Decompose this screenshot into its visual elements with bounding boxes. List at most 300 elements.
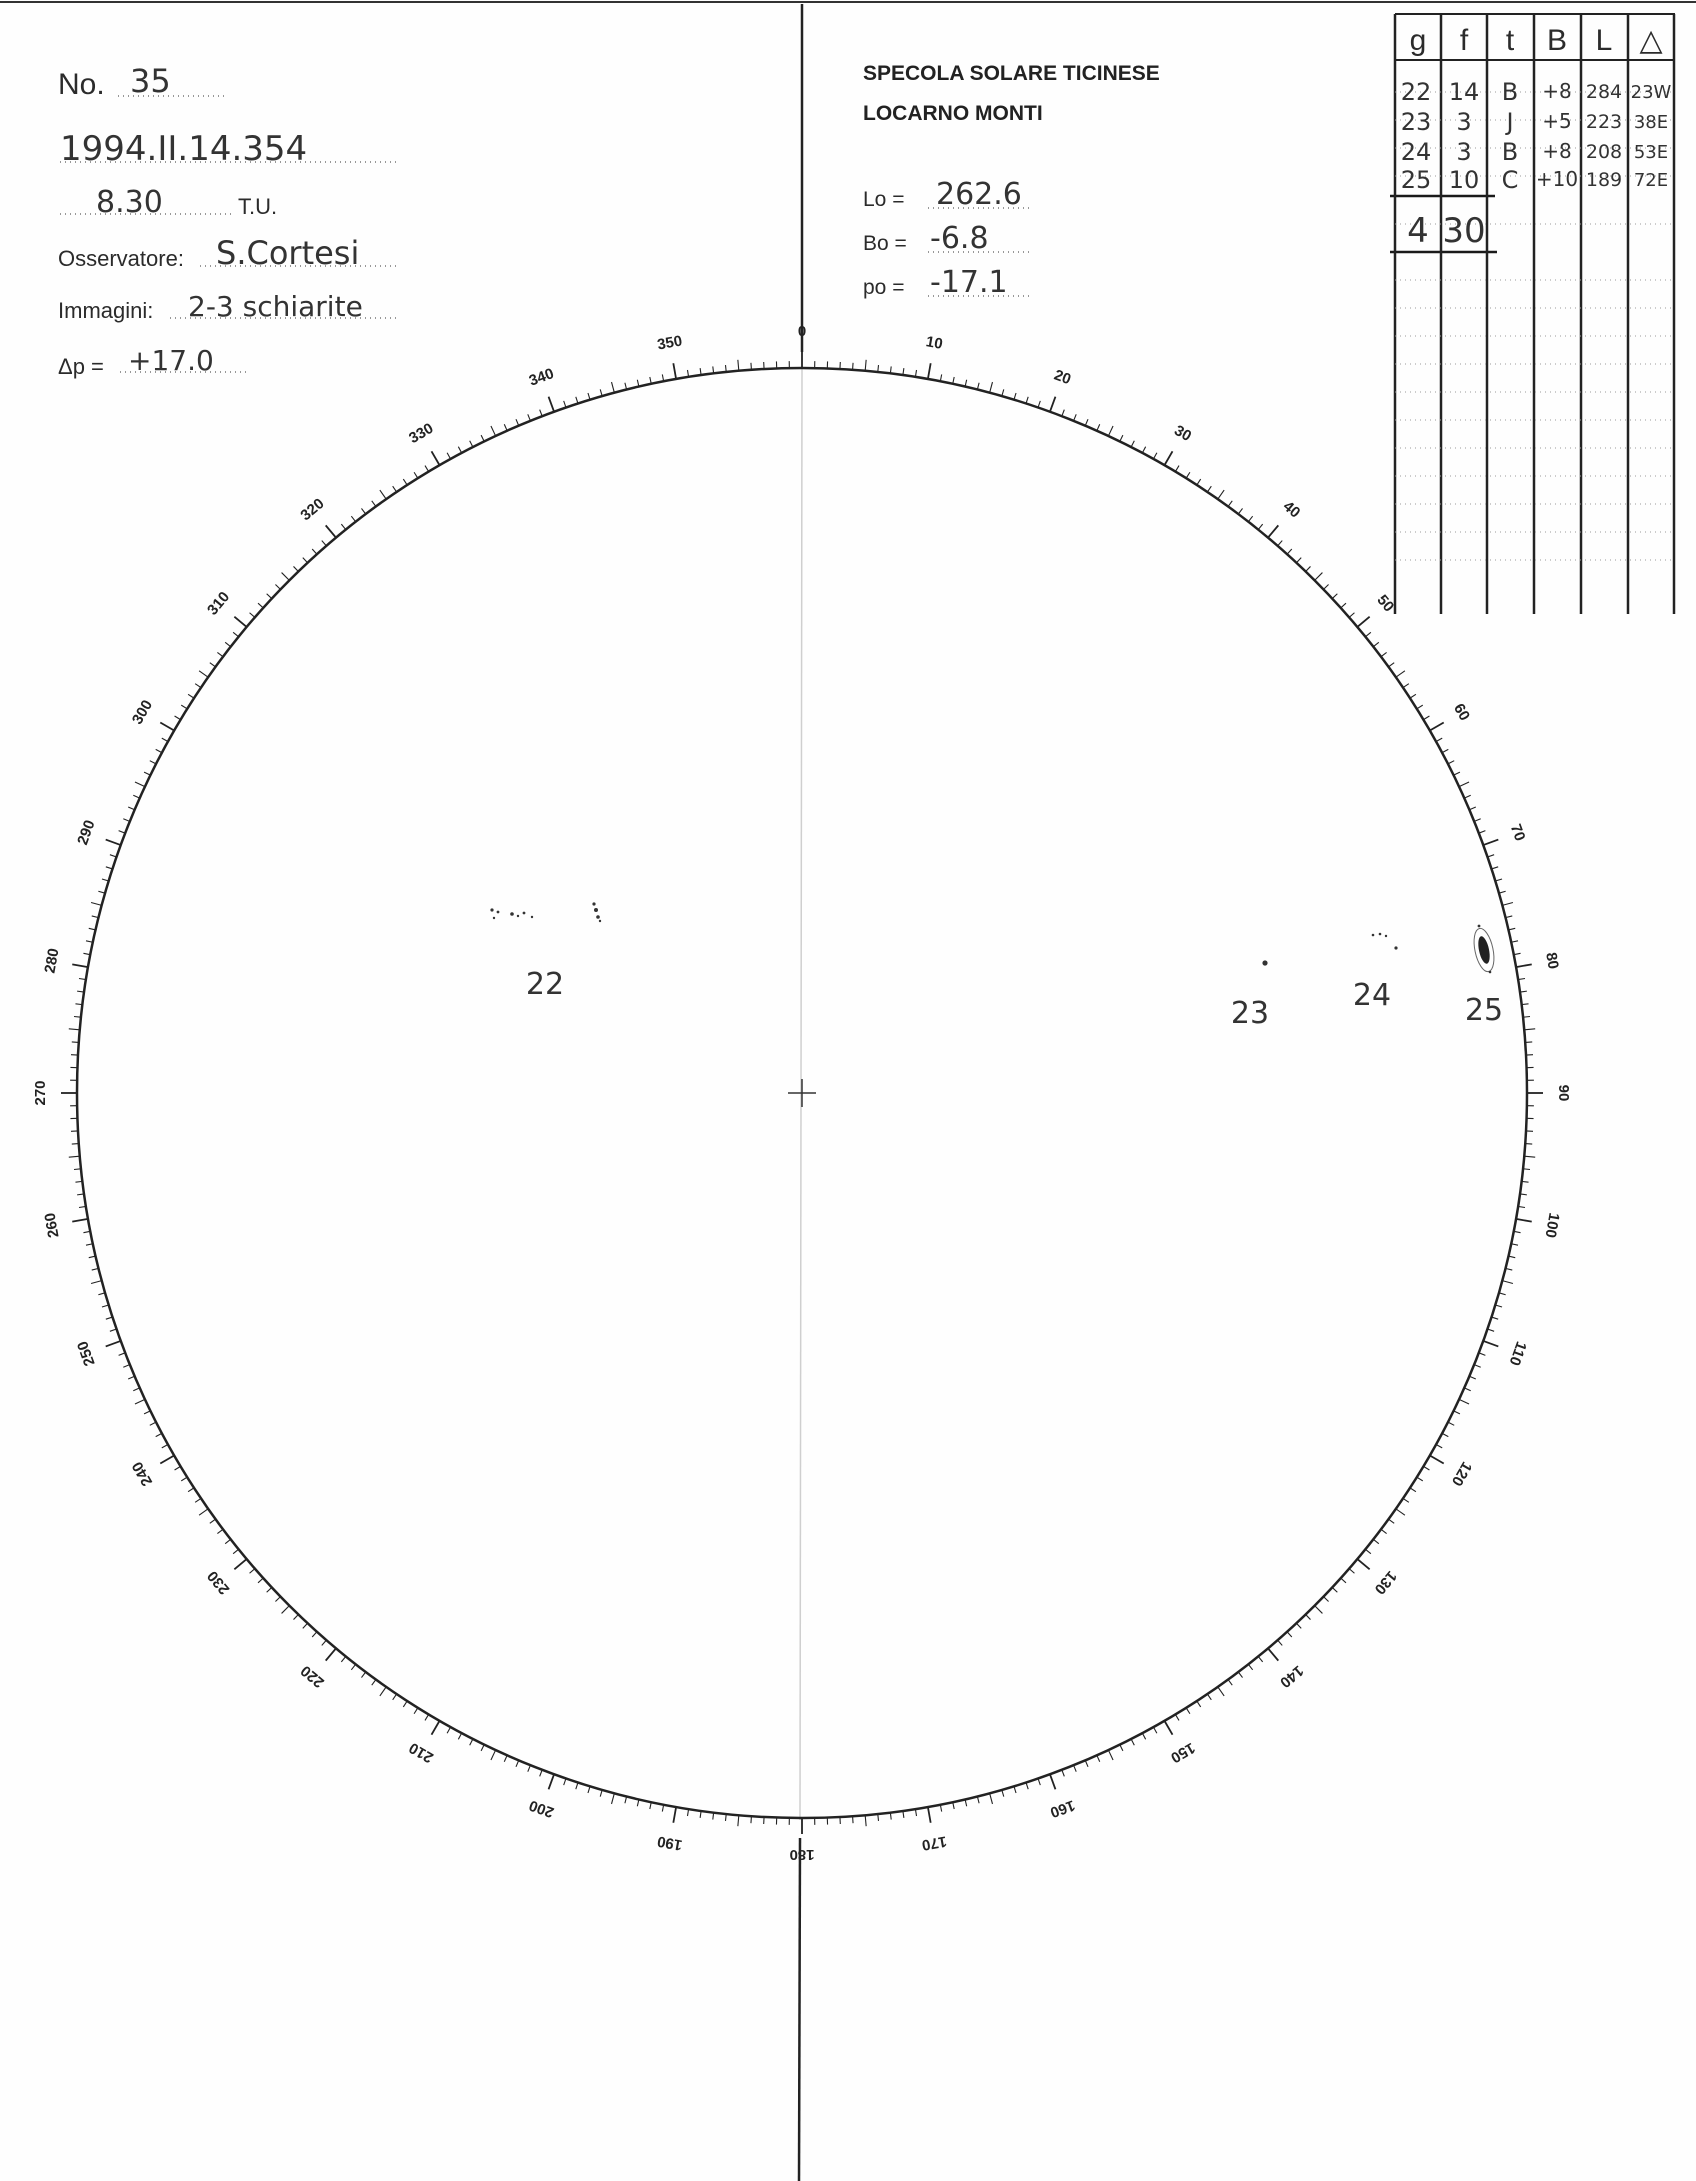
scale-tick [725, 1814, 726, 1821]
scale-tick [1074, 1765, 1077, 1771]
scale-label: 20 [1051, 366, 1074, 389]
scale-label: 50 [1373, 591, 1398, 616]
scale-label: 160 [1047, 1796, 1078, 1821]
scale-tick [199, 671, 208, 677]
scale-tick [150, 1422, 156, 1425]
scale-tick [123, 1365, 129, 1368]
scale-tick [393, 486, 397, 492]
scale-tick [1306, 566, 1311, 571]
scale-tick [181, 1477, 187, 1481]
scale-tick [160, 723, 174, 731]
scale-tick [1228, 501, 1232, 507]
scale-tick [1120, 435, 1123, 441]
scale-tick [258, 1578, 263, 1583]
scale-tick [650, 377, 651, 384]
scale-tick [1175, 466, 1179, 472]
scale-tick [1448, 1422, 1454, 1425]
scale-tick [990, 382, 993, 393]
scale-tick [1479, 831, 1486, 834]
scale-tick [1248, 516, 1252, 522]
scale-label: 110 [1505, 1339, 1530, 1368]
scale-tick [432, 1721, 440, 1735]
scale-tick [516, 1760, 519, 1766]
scale-tick [1038, 1779, 1040, 1786]
scale-tick [1108, 426, 1113, 436]
scale-tick [1120, 1745, 1123, 1751]
scale-tick [225, 642, 231, 646]
scale-tick [1306, 1615, 1311, 1620]
scale-tick [1207, 486, 1211, 492]
scale-label: 220 [297, 1661, 328, 1691]
scale-label: 0 [797, 322, 807, 340]
scale-tick [1218, 1687, 1224, 1696]
cell-spots: 3 [1456, 138, 1472, 166]
scale-tick [414, 1708, 418, 1714]
scale-tick [1454, 772, 1460, 775]
scale-tick [1492, 1317, 1499, 1319]
scale-tick [393, 1694, 397, 1700]
scale-tick [156, 1433, 162, 1436]
col-header-delta: △ [1639, 24, 1663, 57]
scale-tick [106, 1317, 113, 1319]
cell-group: 23 [1400, 108, 1432, 136]
scale-tick [414, 472, 418, 478]
scale-tick [282, 573, 290, 581]
scale-tick [110, 1329, 117, 1331]
scale-label: 310 [204, 588, 234, 619]
scale-label: 80 [1542, 951, 1562, 971]
scale-label: 170 [920, 1832, 949, 1854]
scale-label: 230 [204, 1567, 234, 1598]
scale-tick [1324, 1597, 1329, 1602]
scale-tick [878, 1814, 879, 1821]
cell-longitude: 223 [1585, 111, 1623, 133]
scale-label: 130 [1370, 1567, 1400, 1598]
scale-tick [1074, 414, 1077, 420]
meridian-line-bottom [799, 1838, 800, 2181]
scale-tick [1014, 1786, 1016, 1793]
scale-tick [1502, 903, 1513, 906]
scale-tick [175, 1466, 181, 1470]
b0-value: -6.8 [930, 221, 989, 256]
group-label: 24 [1352, 978, 1392, 1013]
scale-tick [135, 1399, 145, 1404]
scale-tick [1062, 1770, 1065, 1777]
scale-label: 240 [128, 1458, 157, 1489]
scale-tick [275, 585, 280, 590]
scale-tick [156, 749, 162, 752]
scale-tick [1417, 1477, 1423, 1481]
scale-tick [72, 964, 88, 967]
number-label: No. [58, 68, 105, 101]
scale-tick [481, 435, 484, 441]
scale-tick [217, 652, 223, 656]
cell-type: C [1501, 166, 1519, 194]
scale-tick [447, 1727, 450, 1733]
cell-latitude: +5 [1542, 109, 1572, 133]
scale-label: 30 [1171, 421, 1195, 446]
scale-tick [1373, 642, 1379, 646]
observation-date: 1994.II.14.354 [60, 129, 308, 169]
scale-tick [195, 1498, 201, 1502]
scale-label: 60 [1449, 700, 1474, 724]
scale-label: 270 [31, 1080, 49, 1106]
scale-tick [481, 1745, 484, 1751]
scale-tick [195, 684, 201, 688]
scale-tick [1508, 928, 1515, 930]
scale-tick [1511, 941, 1518, 942]
scale-tick [1502, 1281, 1513, 1284]
scale-tick [540, 410, 543, 417]
scale-tick [102, 879, 109, 881]
cell-latitude: +8 [1542, 79, 1572, 103]
scale-tick [282, 1606, 290, 1614]
scale-tick [1014, 393, 1016, 400]
scale-tick [528, 414, 531, 420]
b0-label: Bo = [863, 232, 907, 255]
scale-tick [188, 694, 194, 698]
scale-tick [1492, 867, 1499, 869]
scale-tick [1430, 1456, 1444, 1464]
scale-tick [234, 1559, 246, 1569]
col-header-t: t [1505, 24, 1515, 57]
scale-label: 280 [41, 946, 63, 975]
scale-tick [564, 401, 566, 408]
scale-tick [1469, 807, 1475, 810]
scale-tick [1524, 1029, 1535, 1030]
scale-tick [1142, 1733, 1145, 1739]
scale-tick [361, 1672, 365, 1678]
scale-tick [1278, 1640, 1283, 1645]
scale-tick [234, 617, 246, 627]
scale-tick [673, 363, 676, 379]
scale-tick [447, 453, 450, 459]
scale-tick [1524, 1156, 1535, 1157]
scale-tick [458, 1733, 461, 1739]
scale-tick [1026, 1783, 1028, 1790]
cell-type: J [1506, 108, 1514, 136]
scale-tick [258, 603, 263, 608]
scale-tick [432, 451, 440, 465]
scale-tick [110, 855, 117, 857]
scale-tick [89, 928, 96, 930]
scale-tick [1287, 549, 1292, 554]
scale-tick [1341, 1578, 1346, 1583]
scale-tick [1516, 1219, 1532, 1222]
scale-tick [1442, 1433, 1448, 1436]
scale-tick [199, 1509, 208, 1515]
scale-tick [1516, 964, 1532, 967]
scale-tick [150, 761, 156, 764]
scale-tick [69, 1029, 80, 1030]
scale-tick [725, 365, 726, 372]
scale-tick [1357, 617, 1369, 627]
observatory-name: SPECOLA SOLARE TICINESE [863, 62, 1160, 85]
scale-tick [1296, 558, 1301, 563]
scale-tick [1349, 613, 1354, 618]
scale-tick [1142, 447, 1145, 453]
observer-label: Osservatore: [58, 246, 184, 271]
scale-tick [128, 1376, 134, 1379]
scale-tick [1153, 1727, 1156, 1733]
scale-label: 40 [1279, 497, 1304, 522]
cell-longitude: 284 [1585, 81, 1623, 103]
scale-tick [69, 1156, 80, 1157]
sheet-number: 35 [130, 62, 171, 100]
scale-tick [1479, 1353, 1486, 1356]
scale-tick [135, 782, 145, 787]
scale-tick [1026, 397, 1028, 404]
scale-tick [458, 447, 461, 453]
scale-tick [1357, 1559, 1369, 1569]
scale-tick [1085, 1760, 1088, 1766]
scale-tick [1495, 879, 1502, 881]
scale-label: 190 [655, 1832, 684, 1854]
scale-label: 140 [1276, 1661, 1307, 1691]
scale-tick [673, 1807, 676, 1823]
scale-tick [1186, 1708, 1190, 1714]
scale-tick [133, 795, 139, 798]
scale-tick [470, 441, 473, 447]
scale-tick [865, 360, 866, 371]
scale-tick [576, 397, 578, 404]
scale-tick [1495, 1305, 1502, 1307]
scale-label: 10 [924, 333, 944, 353]
scale-tick [1097, 1755, 1100, 1761]
scale-tick [953, 377, 954, 384]
scale-tick [162, 738, 168, 741]
cell-longitude: 208 [1585, 141, 1623, 163]
scale-tick [74, 1169, 81, 1170]
scale-label: 210 [406, 1738, 437, 1767]
scale-tick [1488, 1329, 1495, 1331]
cell-type: B [1501, 138, 1519, 166]
scale-tick [965, 1799, 967, 1806]
scale-tick [1483, 1341, 1498, 1346]
scale-tick [1459, 782, 1469, 787]
scale-tick [650, 1802, 651, 1809]
scale-tick [1381, 652, 1387, 656]
scale-tick [144, 1411, 150, 1414]
scale-tick [1315, 573, 1323, 581]
scale-tick [119, 1353, 126, 1356]
scale-tick [1258, 1656, 1262, 1661]
scale-tick [1523, 1016, 1530, 1017]
scale-tick [267, 1587, 272, 1592]
scale-tick [106, 1341, 121, 1346]
scale-tick [1483, 840, 1498, 845]
cell-distance: 53E [1633, 142, 1669, 163]
scale-tick [1248, 1664, 1252, 1670]
scale-tick [322, 541, 327, 546]
scale-tick [1097, 424, 1100, 430]
scale-tick [1296, 1623, 1301, 1628]
scale-tick [91, 1281, 102, 1284]
scale-tick [564, 1779, 566, 1786]
scale-tick [1410, 694, 1416, 698]
scale-tick [210, 663, 216, 667]
scale-tick [1175, 1714, 1179, 1720]
scale-tick [1332, 1587, 1337, 1592]
scale-tick [1389, 1519, 1395, 1523]
scale-tick [326, 525, 336, 537]
scale-tick [865, 1815, 866, 1826]
scale-tick [1389, 663, 1395, 667]
cell-latitude: +8 [1542, 139, 1572, 163]
scale-tick [1436, 1444, 1442, 1447]
header-block [58, 62, 396, 379]
cell-distance: 23W [1630, 82, 1672, 103]
col-header-f: f [1459, 24, 1469, 57]
scale-tick [1469, 1376, 1475, 1379]
scale-label: 320 [297, 495, 328, 525]
l0-value: 262.6 [936, 177, 1022, 212]
scale-tick [303, 558, 308, 563]
scale-tick [1464, 1388, 1470, 1391]
scale-tick [89, 1256, 96, 1258]
scale-tick [233, 1549, 238, 1553]
scale-tick [72, 1219, 88, 1222]
scale-tick [181, 705, 187, 709]
scale-tick [341, 524, 345, 529]
scale-label: 250 [74, 1338, 99, 1369]
scale-tick [491, 426, 496, 436]
scale-tick [380, 1687, 386, 1696]
images-quality: 2-3 schiarite [188, 290, 363, 323]
time-unit-label: T.U. [238, 194, 278, 219]
scale-tick [540, 1770, 543, 1777]
cell-longitude: 189 [1585, 169, 1623, 191]
scale-label: 120 [1447, 1458, 1476, 1489]
p0-value: -17.1 [930, 265, 1008, 300]
scale-label: 200 [526, 1796, 557, 1821]
scale-tick [1417, 705, 1423, 709]
scale-tick [1268, 525, 1278, 537]
scale-tick [1381, 1529, 1387, 1533]
scale-tick [878, 365, 879, 372]
cell-group: 22 [1400, 78, 1432, 106]
sunspot-group-22 [490, 902, 601, 1002]
scale-label: 300 [128, 697, 157, 728]
scale-tick [928, 363, 931, 379]
sunspot-group-25 [1465, 925, 1503, 1028]
scale-tick [1207, 1694, 1211, 1700]
cell-group: 24 [1400, 138, 1432, 166]
cell-spots: 14 [1448, 78, 1480, 106]
scale-tick [1038, 401, 1040, 408]
scale-tick [303, 1623, 308, 1628]
scale-tick [1324, 585, 1329, 590]
cell-latitude: +10 [1535, 167, 1579, 191]
scale-tick [351, 516, 355, 522]
scale-tick [1474, 1365, 1480, 1368]
scale-label: 150 [1167, 1738, 1198, 1767]
group-label: 23 [1230, 996, 1270, 1031]
scale-tick [1218, 490, 1224, 499]
scale-tick [91, 903, 102, 906]
scale-tick [425, 466, 429, 472]
scale-label: 350 [655, 332, 684, 354]
scale-tick [1197, 479, 1201, 485]
l0-label: Lo = [863, 188, 905, 211]
scale-tick [160, 1456, 174, 1464]
scale-tick [1238, 508, 1242, 514]
scale-tick [1448, 761, 1454, 764]
scale-tick [1085, 419, 1088, 425]
scale-tick [86, 941, 93, 942]
scale-tick [1050, 397, 1055, 412]
scale-tick [1062, 410, 1065, 417]
cell-distance: 72E [1633, 170, 1669, 191]
scale-tick [1373, 1539, 1379, 1543]
scale-tick [250, 613, 255, 618]
scale-label: 260 [41, 1211, 63, 1240]
cell-type: B [1501, 78, 1519, 106]
observatory-location: LOCARNO MONTI [863, 102, 1043, 125]
scale-tick [516, 419, 519, 425]
scale-tick [1459, 1399, 1469, 1404]
scale-tick [504, 1755, 507, 1761]
scale-tick [1474, 819, 1480, 822]
scale-tick [119, 831, 126, 834]
cell-spots: 3 [1456, 108, 1472, 136]
scale-tick [1131, 441, 1134, 447]
scale-tick [326, 1648, 336, 1660]
scale-tick [372, 1680, 376, 1686]
scale-tick [275, 1597, 280, 1602]
cell-distance: 38E [1633, 112, 1669, 133]
scale-tick [990, 1793, 993, 1804]
scale-tick [637, 1799, 639, 1806]
scale-tick [1050, 1774, 1055, 1789]
images-label: Immagini: [58, 298, 154, 323]
cell-group: 25 [1400, 166, 1432, 194]
scale-tick [1131, 1739, 1134, 1745]
sunspot-group-23 [1231, 960, 1269, 1031]
scale-tick [1423, 1466, 1429, 1470]
scale-tick [1332, 594, 1337, 599]
scale-tick [953, 1802, 954, 1809]
scale-label: 70 [1506, 821, 1529, 844]
scale-tick [123, 819, 129, 822]
scale-tick [403, 1701, 407, 1707]
scale-tick [162, 1444, 168, 1447]
scale-tick [1511, 1244, 1518, 1245]
scale-tick [106, 867, 113, 869]
scale-tick [294, 1615, 299, 1620]
sunspot-group-table [1390, 14, 1675, 614]
scale-tick [312, 1632, 317, 1637]
scale-tick [1365, 1549, 1370, 1553]
scale-tick [1403, 1498, 1409, 1502]
scale-tick [612, 1793, 615, 1804]
delta-p-value: +17.0 [128, 344, 214, 377]
scale-tick [1442, 749, 1448, 752]
scale-tick [1238, 1672, 1242, 1678]
scale-tick [175, 716, 181, 720]
group-label: 22 [525, 967, 565, 1002]
scale-tick [588, 393, 590, 400]
scale-tick [294, 566, 299, 571]
scale-tick [1436, 738, 1442, 741]
scale-tick [528, 1765, 531, 1771]
scale-tick [965, 380, 967, 387]
scale-tick [425, 1714, 429, 1720]
scale-tick [504, 424, 507, 430]
col-header-g: g [1409, 24, 1427, 57]
scale-tick [1153, 453, 1156, 459]
scale-tick [576, 1783, 578, 1790]
